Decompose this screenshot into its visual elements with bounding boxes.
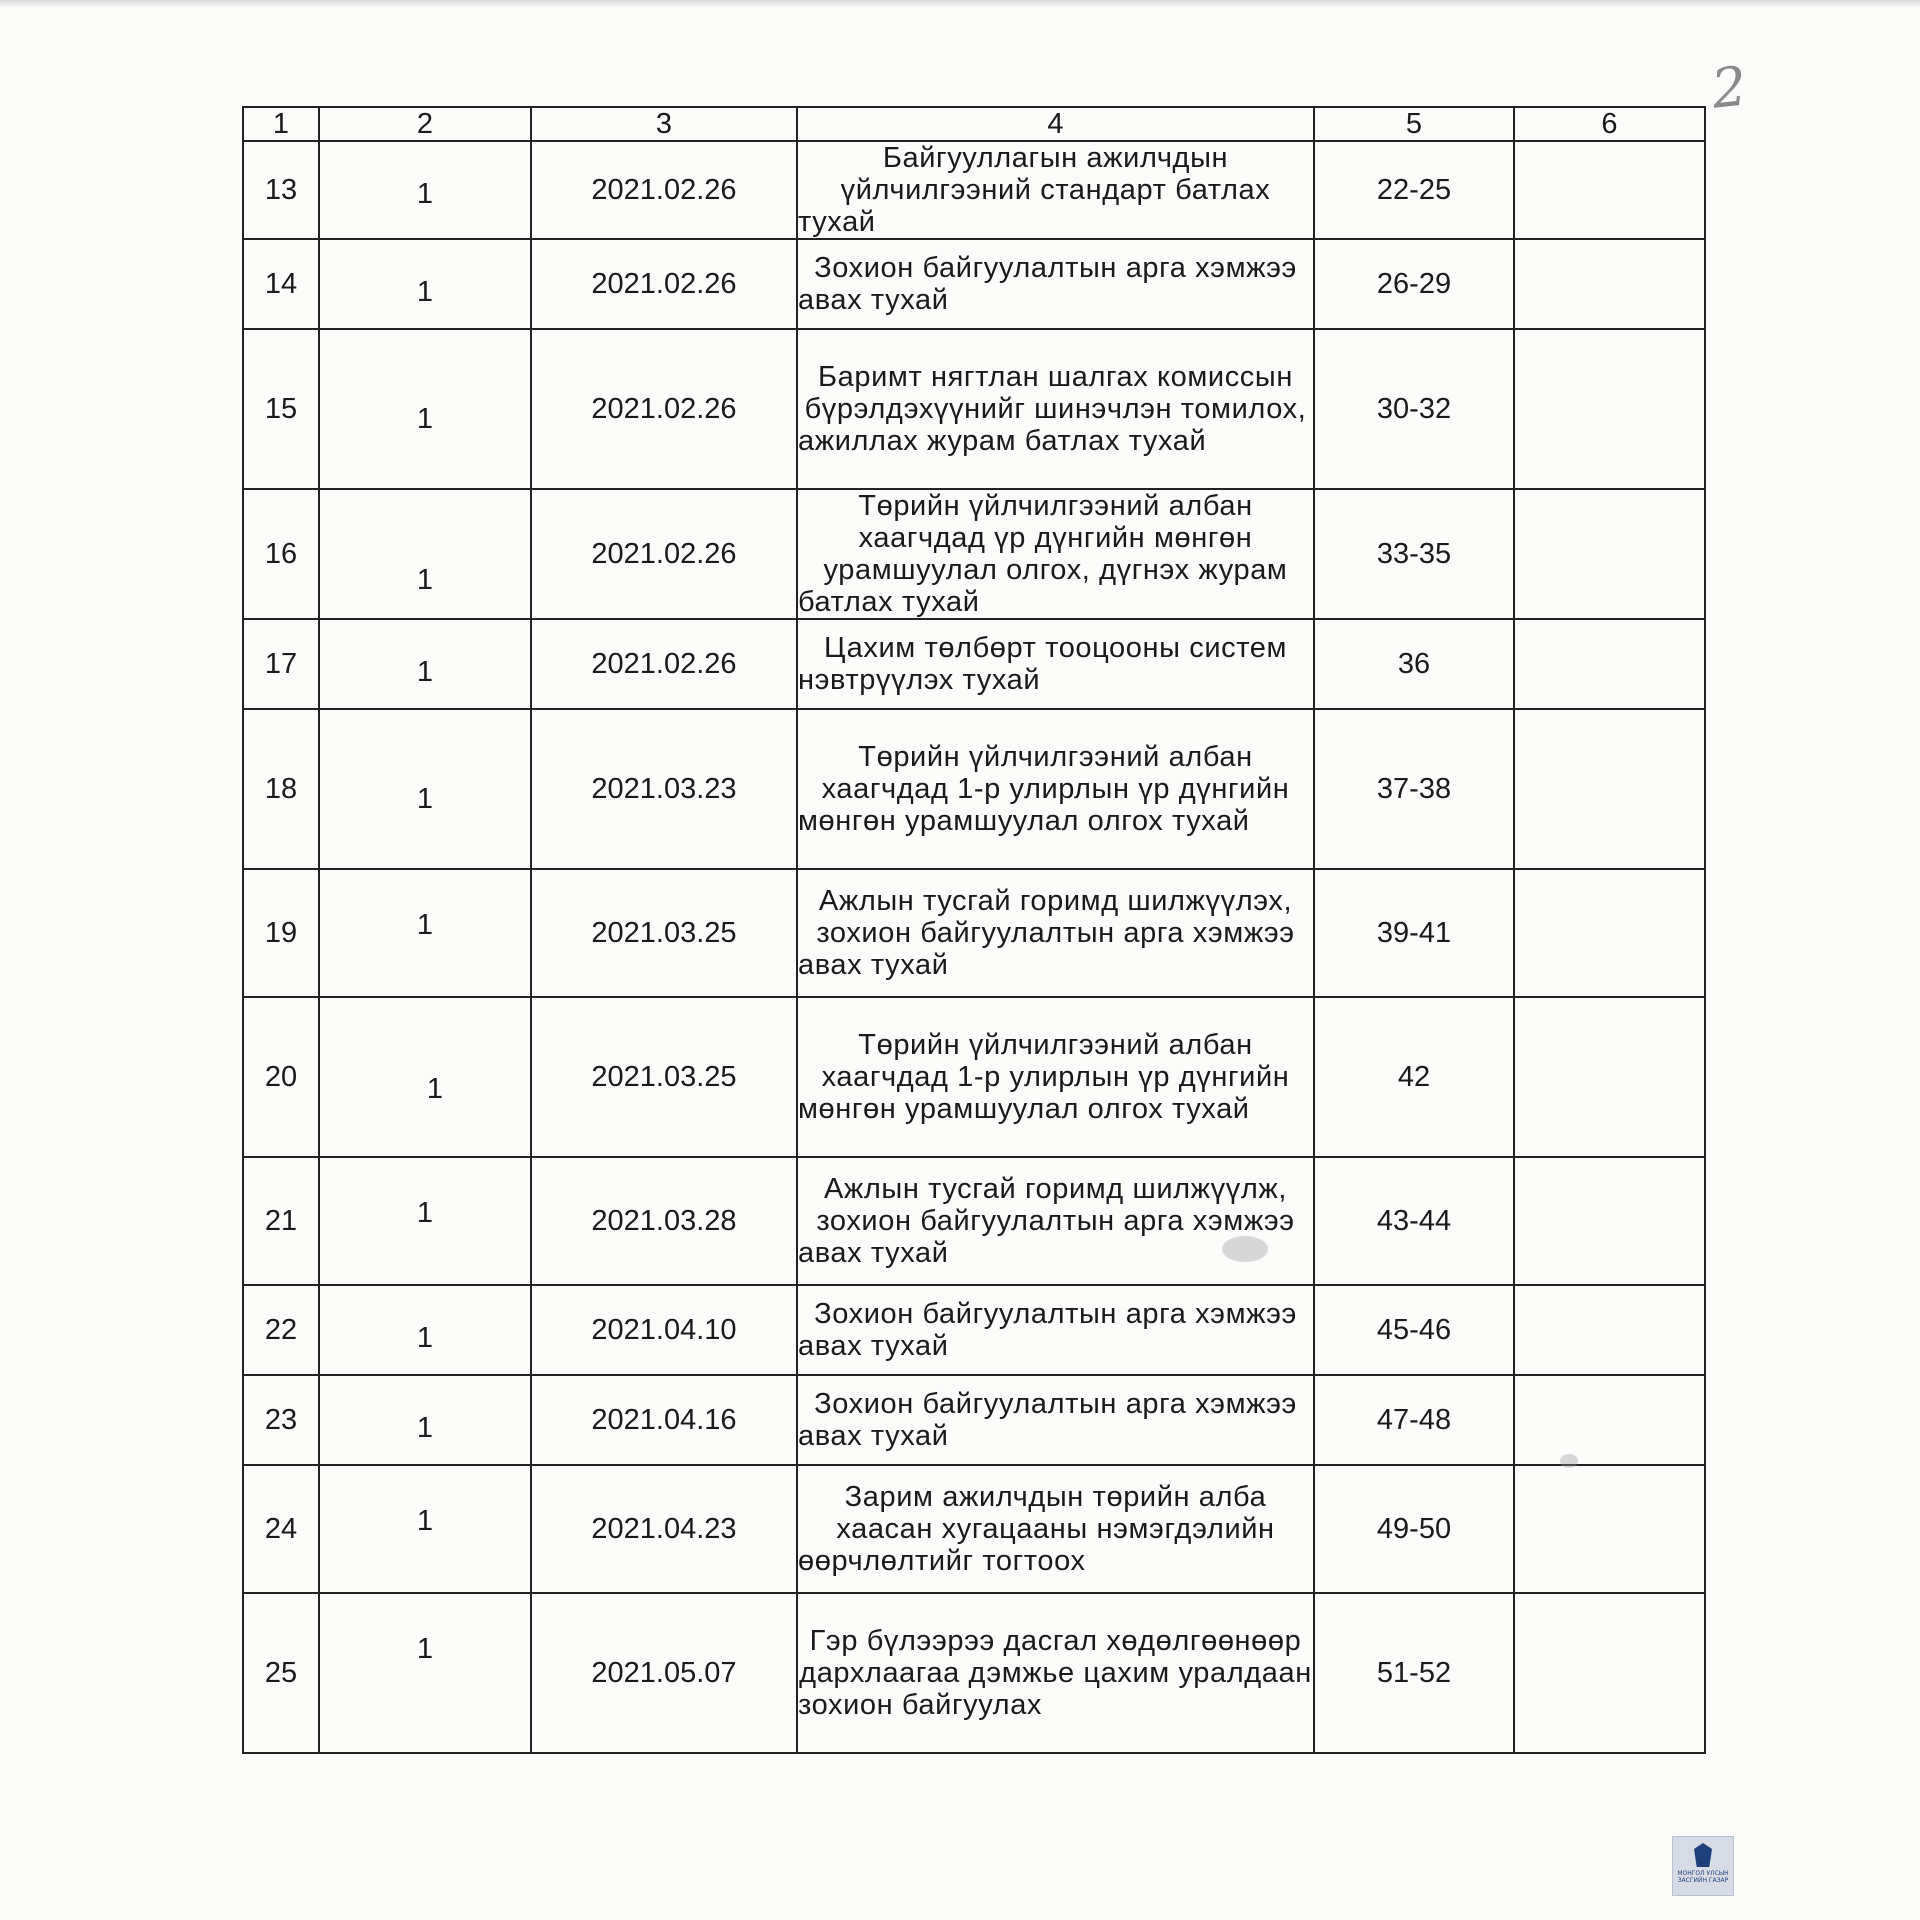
table-row [243,239,1705,329]
title-cell: Зарим ажилчдын төрийн алба хаасан хугацааны нэмэгдэлийн өөрчлөлтийг тогтоох [797,1465,1314,1593]
note-cell [1514,1593,1705,1753]
title-cell: Төрийн үйлчилгээний албан хаагчдад үр дүнгийн мөнгөн урамшуулал олгох, дүгнэх журам батлах тухай [797,489,1314,619]
title-cell: Зохион байгуулалтын арга хэмжээ авах тухай [797,1285,1314,1375]
quantity-cell [319,869,531,997]
row-number-cell: 16 [243,489,319,619]
note-cell [1514,489,1705,619]
date-cell: 2021.02.26 [531,239,797,329]
table-row [243,1285,1705,1375]
table-row [243,329,1705,489]
row-number-cell: 13 [243,141,319,239]
quantity-value: 1 [416,1504,434,1537]
date-cell: 2021.03.23 [531,709,797,869]
pages-cell: 39-41 [1314,869,1514,997]
column-number: 2 [319,107,531,141]
title-cell: Гэр бүлээрээ дасгал хөдөлгөөнөөр дархлаагаа дэмжье цахим уралдаан зохион байгуулах [797,1593,1314,1753]
note-cell [1514,1465,1705,1593]
pages-cell: 26-29 [1314,239,1514,329]
pages-cell: 51-52 [1314,1593,1514,1753]
title-cell: Баримт нягтлан шалгах комиссын бүрэлдэхүүнийг шинэчлэн томилох, ажиллах журам батлах тухай [797,329,1314,489]
note-cell [1514,329,1705,489]
pages-cell: 36 [1314,619,1514,709]
title-cell: Төрийн үйлчилгээний албан хаагчдад 1-р улирлын үр дүнгийн мөнгөн урамшуулал олгох тухай [797,997,1314,1157]
quantity-value: 1 [416,1632,434,1665]
quantity-cell [319,329,531,489]
quantity-value: 1 [416,655,434,688]
emblem-icon [1694,1843,1712,1867]
row-number-cell: 15 [243,329,319,489]
date-cell: 2021.02.26 [531,619,797,709]
date-cell: 2021.04.16 [531,1375,797,1465]
quantity-value: 1 [416,563,434,596]
date-cell: 2021.02.26 [531,141,797,239]
quantity-cell [319,997,531,1157]
title-cell: Цахим төлбөрт тооцооны систем нэвтрүүлэх тухай [797,619,1314,709]
pages-cell: 22-25 [1314,141,1514,239]
document-register-table [242,106,1706,1754]
column-number: 5 [1314,107,1514,141]
title-cell: Төрийн үйлчилгээний албан хаагчдад 1-р улирлын үр дүнгийн мөнгөн урамшуулал олгох тухай [797,709,1314,869]
quantity-value: 1 [416,177,434,210]
table-row [243,141,1705,239]
table-row [243,997,1705,1157]
note-cell [1514,141,1705,239]
table-row [243,709,1705,869]
handwritten-page-number: 2 [1708,54,1750,121]
quantity-cell [319,1465,531,1593]
table-row [243,489,1705,619]
column-number: 1 [243,107,319,141]
quantity-value: 1 [426,1072,444,1105]
scan-edge [0,0,1920,8]
quantity-value: 1 [416,782,434,815]
quantity-cell [319,141,531,239]
title-cell: Зохион байгуулалтын арга хэмжээ авах тухай [797,1375,1314,1465]
quantity-cell [319,709,531,869]
note-cell [1514,1285,1705,1375]
row-number-cell: 17 [243,619,319,709]
pages-cell: 45-46 [1314,1285,1514,1375]
date-cell: 2021.03.28 [531,1157,797,1285]
note-cell [1514,997,1705,1157]
title-cell: Зохион байгуулалтын арга хэмжээ авах тухай [797,239,1314,329]
note-cell [1514,869,1705,997]
quantity-value: 1 [416,275,434,308]
quantity-value: 1 [416,908,434,941]
quantity-cell [319,239,531,329]
title-cell: Ажлын тусгай горимд шилжүүлэх, зохион байгуулалтын арга хэмжээ авах тухай [797,869,1314,997]
quantity-cell [319,1375,531,1465]
note-cell [1514,709,1705,869]
table-row [243,1375,1705,1465]
table-row [243,619,1705,709]
pages-cell: 42 [1314,997,1514,1157]
table-row [243,869,1705,997]
pages-cell: 49-50 [1314,1465,1514,1593]
quantity-cell [319,619,531,709]
column-number-row [243,107,1705,141]
quantity-cell [319,1593,531,1753]
quantity-value: 1 [416,1411,434,1444]
column-number: 3 [531,107,797,141]
quantity-cell [319,1285,531,1375]
row-number-cell: 25 [243,1593,319,1753]
note-cell [1514,1375,1705,1465]
table-row [243,1157,1705,1285]
note-cell [1514,619,1705,709]
date-cell: 2021.04.23 [531,1465,797,1593]
date-cell: 2021.02.26 [531,329,797,489]
pages-cell: 43-44 [1314,1157,1514,1285]
title-cell: Ажлын тусгай горимд шилжүүлж, зохион байгуулалтын арга хэмжээ авах тухай [797,1157,1314,1285]
quantity-value: 1 [416,1196,434,1229]
quantity-value: 1 [416,402,434,435]
date-cell: 2021.02.26 [531,489,797,619]
row-number-cell: 22 [243,1285,319,1375]
row-number-cell: 21 [243,1157,319,1285]
table-row [243,1465,1705,1593]
column-number: 4 [797,107,1314,141]
date-cell: 2021.03.25 [531,997,797,1157]
quantity-cell [319,489,531,619]
row-number-cell: 18 [243,709,319,869]
row-number-cell: 19 [243,869,319,997]
scan-smudge [1560,1454,1578,1468]
pages-cell: 47-48 [1314,1375,1514,1465]
row-number-cell: 23 [243,1375,319,1465]
column-number: 6 [1514,107,1705,141]
government-seal [1672,1836,1734,1896]
pages-cell: 30-32 [1314,329,1514,489]
date-cell: 2021.05.07 [531,1593,797,1753]
date-cell: 2021.03.25 [531,869,797,997]
title-cell: Байгууллагын ажилчдын үйлчилгээний стандарт батлах тухай [797,141,1314,239]
table-row [243,1593,1705,1753]
row-number-cell: 20 [243,997,319,1157]
pages-cell: 37-38 [1314,709,1514,869]
note-cell [1514,239,1705,329]
row-number-cell: 14 [243,239,319,329]
date-cell: 2021.04.10 [531,1285,797,1375]
row-number-cell: 24 [243,1465,319,1593]
pages-cell: 33-35 [1314,489,1514,619]
quantity-value: 1 [416,1321,434,1354]
note-cell [1514,1157,1705,1285]
seal-text: МОНГОЛ УЛСЫН ЗАСГИЙН ГАЗАР [1677,1870,1729,1884]
quantity-cell [319,1157,531,1285]
scan-smudge [1222,1236,1268,1262]
